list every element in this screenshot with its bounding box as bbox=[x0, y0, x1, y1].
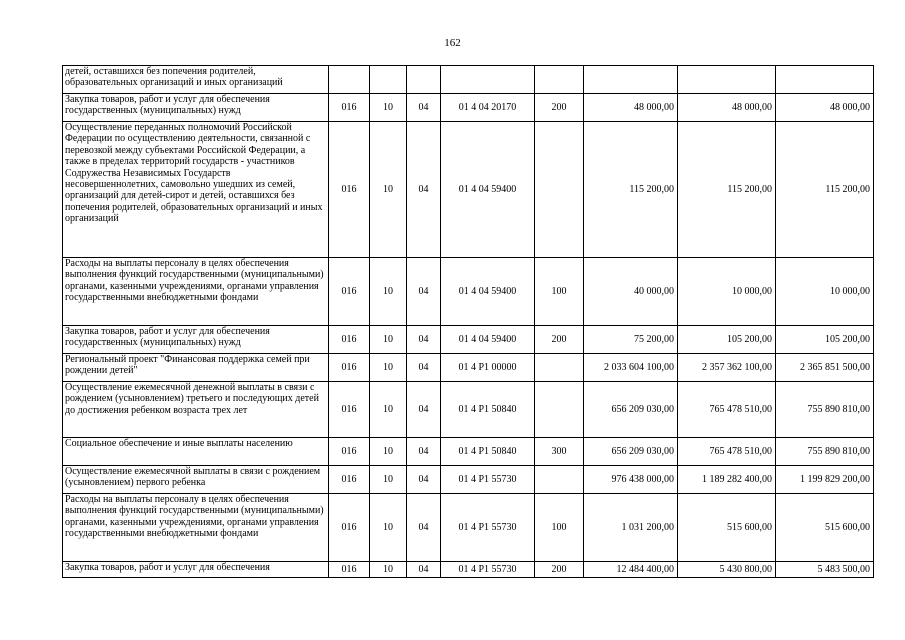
page-number: 162 bbox=[444, 37, 461, 49]
target-article-code: 01 4 P1 50840 bbox=[441, 382, 535, 438]
section-code: 10 bbox=[370, 438, 407, 466]
amount-year-2: 115 200,00 bbox=[678, 122, 776, 258]
amount-year-3: 48 000,00 bbox=[776, 94, 874, 122]
subsection-code: 04 bbox=[407, 494, 441, 562]
budget-table-body bbox=[63, 66, 874, 578]
table-row bbox=[63, 66, 874, 94]
expense-type-code: 200 bbox=[535, 326, 584, 354]
target-article-code: 01 4 04 59400 bbox=[441, 122, 535, 258]
ministry-code bbox=[329, 66, 370, 94]
amount-year-2: 1 189 282 400,00 bbox=[678, 466, 776, 494]
target-article-code bbox=[441, 66, 535, 94]
amount-year-1: 12 484 400,00 bbox=[584, 562, 678, 578]
amount-year-3: 10 000,00 bbox=[776, 258, 874, 326]
row-description: Осуществление ежемесячной денежной выплаты в связи с рождением (усыновлением) третьего и последующих детей до достижения ребенком возраста трех лет bbox=[63, 382, 329, 438]
target-article-code: 01 4 P1 55730 bbox=[441, 562, 535, 578]
amount-year-3: 5 483 500,00 bbox=[776, 562, 874, 578]
expense-type-code bbox=[535, 382, 584, 438]
subsection-code: 04 bbox=[407, 94, 441, 122]
amount-year-1 bbox=[584, 66, 678, 94]
table-row bbox=[63, 494, 874, 562]
table-row bbox=[63, 326, 874, 354]
ministry-code: 016 bbox=[329, 94, 370, 122]
subsection-code: 04 bbox=[407, 122, 441, 258]
expense-type-code: 300 bbox=[535, 438, 584, 466]
subsection-code: 04 bbox=[407, 382, 441, 438]
table-row bbox=[63, 94, 874, 122]
section-code: 10 bbox=[370, 494, 407, 562]
expense-type-code bbox=[535, 66, 584, 94]
target-article-code: 01 4 P1 00000 bbox=[441, 354, 535, 382]
table-row bbox=[63, 562, 874, 578]
subsection-code: 04 bbox=[407, 562, 441, 578]
row-description: Социальное обеспечение и иные выплаты населению bbox=[63, 438, 329, 466]
row-description: Расходы на выплаты персоналу в целях обеспечения выполнения функций государственными (муниципальными) органами, казенными учреждениями, органами управления государственными внебюджетными фондами bbox=[63, 494, 329, 562]
section-code: 10 bbox=[370, 94, 407, 122]
budget-table bbox=[62, 65, 874, 578]
amount-year-1: 656 209 030,00 bbox=[584, 438, 678, 466]
amount-year-2: 5 430 800,00 bbox=[678, 562, 776, 578]
expense-type-code: 100 bbox=[535, 258, 584, 326]
section-code: 10 bbox=[370, 382, 407, 438]
ministry-code: 016 bbox=[329, 466, 370, 494]
ministry-code: 016 bbox=[329, 258, 370, 326]
table-row bbox=[63, 122, 874, 258]
amount-year-1: 656 209 030,00 bbox=[584, 382, 678, 438]
row-description: Закупка товаров, работ и услуг для обеспечения государственных (муниципальных) нужд bbox=[63, 326, 329, 354]
amount-year-3: 115 200,00 bbox=[776, 122, 874, 258]
ministry-code: 016 bbox=[329, 122, 370, 258]
amount-year-2: 105 200,00 bbox=[678, 326, 776, 354]
section-code: 10 bbox=[370, 122, 407, 258]
target-article-code: 01 4 P1 50840 bbox=[441, 438, 535, 466]
ministry-code: 016 bbox=[329, 354, 370, 382]
expense-type-code: 200 bbox=[535, 94, 584, 122]
row-description: Закупка товаров, работ и услуг для обеспечения bbox=[63, 562, 329, 578]
table-row bbox=[63, 258, 874, 326]
subsection-code bbox=[407, 66, 441, 94]
row-description: детей, оставшихся без попечения родителей, образовательных организаций и иных организаций bbox=[63, 66, 329, 94]
ministry-code: 016 bbox=[329, 438, 370, 466]
amount-year-1: 1 031 200,00 bbox=[584, 494, 678, 562]
table-row bbox=[63, 438, 874, 466]
amount-year-1: 976 438 000,00 bbox=[584, 466, 678, 494]
amount-year-2: 10 000,00 bbox=[678, 258, 776, 326]
amount-year-2: 765 478 510,00 bbox=[678, 438, 776, 466]
ministry-code: 016 bbox=[329, 382, 370, 438]
amount-year-3: 1 199 829 200,00 bbox=[776, 466, 874, 494]
section-code bbox=[370, 66, 407, 94]
target-article-code: 01 4 P1 55730 bbox=[441, 494, 535, 562]
row-description: Осуществление ежемесячной выплаты в связи с рождением (усыновлением) первого ребенка bbox=[63, 466, 329, 494]
target-article-code: 01 4 04 59400 bbox=[441, 326, 535, 354]
amount-year-3: 755 890 810,00 bbox=[776, 438, 874, 466]
ministry-code: 016 bbox=[329, 562, 370, 578]
amount-year-2: 515 600,00 bbox=[678, 494, 776, 562]
subsection-code: 04 bbox=[407, 438, 441, 466]
subsection-code: 04 bbox=[407, 326, 441, 354]
subsection-code: 04 bbox=[407, 354, 441, 382]
amount-year-1: 40 000,00 bbox=[584, 258, 678, 326]
ministry-code: 016 bbox=[329, 326, 370, 354]
section-code: 10 bbox=[370, 258, 407, 326]
row-description: Закупка товаров, работ и услуг для обеспечения государственных (муниципальных) нужд bbox=[63, 94, 329, 122]
expense-type-code bbox=[535, 466, 584, 494]
target-article-code: 01 4 04 59400 bbox=[441, 258, 535, 326]
amount-year-1: 75 200,00 bbox=[584, 326, 678, 354]
amount-year-2 bbox=[678, 66, 776, 94]
expense-type-code: 200 bbox=[535, 562, 584, 578]
section-code: 10 bbox=[370, 562, 407, 578]
target-article-code: 01 4 P1 55730 bbox=[441, 466, 535, 494]
row-description: Региональный проект "Финансовая поддержка семей при рождении детей" bbox=[63, 354, 329, 382]
amount-year-1: 48 000,00 bbox=[584, 94, 678, 122]
amount-year-3: 755 890 810,00 bbox=[776, 382, 874, 438]
subsection-code: 04 bbox=[407, 258, 441, 326]
section-code: 10 bbox=[370, 354, 407, 382]
amount-year-2: 765 478 510,00 bbox=[678, 382, 776, 438]
row-description: Осуществление переданных полномочий Российской Федерации по осуществлению деятельности, связанной с перевозкой между субъектами Российской Федерации, а также в пределах территорий государств - участников Содружества Независимых Государств несовершеннолетних, самовольно ушедших из семей, организаций для детей-сирот и детей, оставшихся без попечения родителей, образовательных организаций и иных организаций bbox=[63, 122, 329, 258]
amount-year-1: 2 033 604 100,00 bbox=[584, 354, 678, 382]
amount-year-3: 2 365 851 500,00 bbox=[776, 354, 874, 382]
subsection-code: 04 bbox=[407, 466, 441, 494]
ministry-code: 016 bbox=[329, 494, 370, 562]
row-description: Расходы на выплаты персоналу в целях обеспечения выполнения функций государственными (муниципальными) органами, казенными учреждениями, органами управления государственными внебюджетными фондами bbox=[63, 258, 329, 326]
section-code: 10 bbox=[370, 466, 407, 494]
expense-type-code: 100 bbox=[535, 494, 584, 562]
table-row bbox=[63, 382, 874, 438]
amount-year-3: 105 200,00 bbox=[776, 326, 874, 354]
amount-year-1: 115 200,00 bbox=[584, 122, 678, 258]
amount-year-2: 2 357 362 100,00 bbox=[678, 354, 776, 382]
expense-type-code bbox=[535, 122, 584, 258]
target-article-code: 01 4 04 20170 bbox=[441, 94, 535, 122]
amount-year-2: 48 000,00 bbox=[678, 94, 776, 122]
amount-year-3 bbox=[776, 66, 874, 94]
amount-year-3: 515 600,00 bbox=[776, 494, 874, 562]
table-row bbox=[63, 466, 874, 494]
section-code: 10 bbox=[370, 326, 407, 354]
expense-type-code bbox=[535, 354, 584, 382]
table-row bbox=[63, 354, 874, 382]
